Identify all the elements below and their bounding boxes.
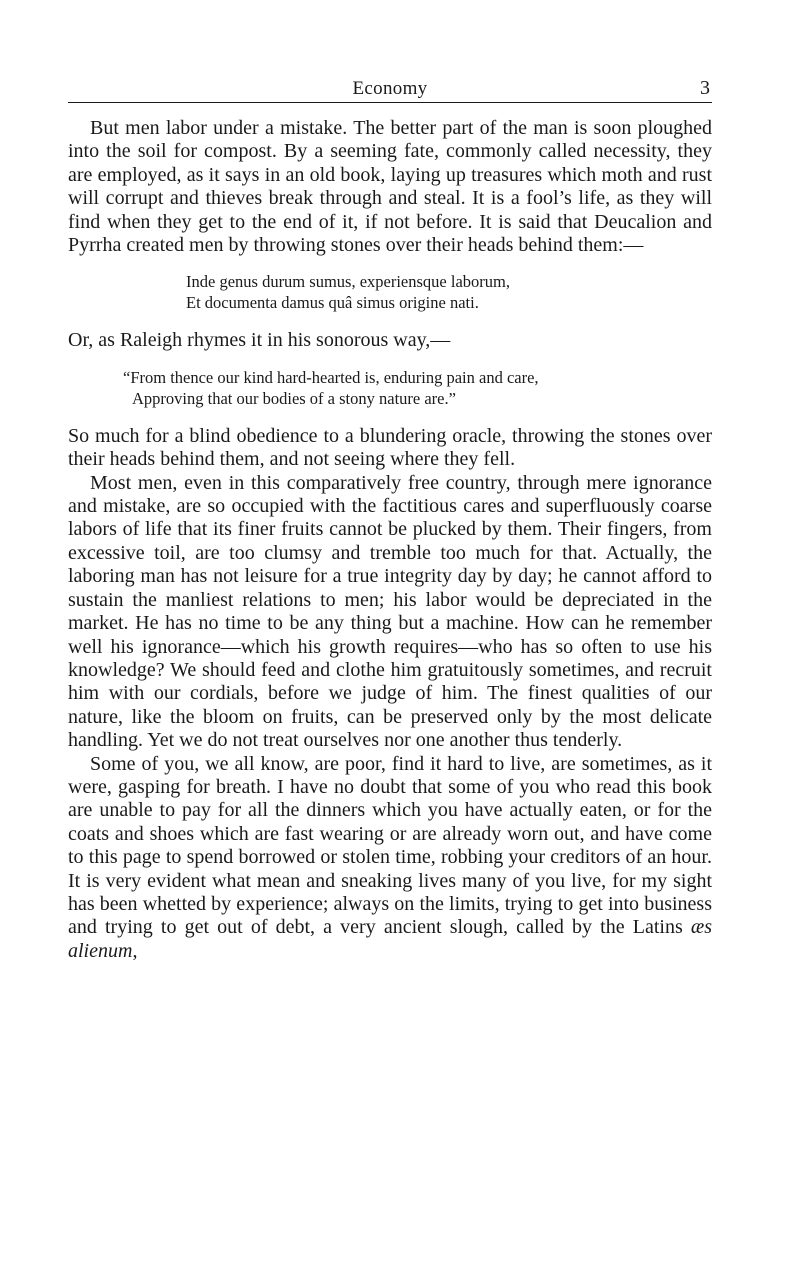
paragraph-1: But men labor under a mistake. The better part of the man is soon ploughed into the soil for compost. By a seeming fate, commonly called necessity, they are employed, as it says in an old book, laying up treasures which moth and rust will corrupt and thieves break through and steal. It is a fool’s life, as they will find when they get to the end of it, if not before. It is said that Deucalion and Pyrrha created men by throwing stones over their heads behind them:— (68, 117, 712, 257)
book-page (68, 68, 712, 963)
raleigh-verse-line-1: “From thence our kind hard-hearted is, enduring pain and care, (123, 367, 539, 387)
paragraph-5-text: Some of you, we all know, are poor, find it hard to live, are sometimes, as it were, gasping for breath. I have no doubt that some of you who read this book are unable to pay for all the dinners which you have actually eaten, or for the coats and shoes which are fast wearing or are already worn out, and have come to this page to spend borrowed or stolen time, robbing your creditors of an hour. It is very evident what mean and sneaking lives many of you live, for my sight has been whetted by experience; always on the limits, trying to get into business and trying to get out of debt, a very ancient slough, called by the Latins (68, 752, 712, 939)
latin-verse (68, 271, 712, 313)
paragraph-5 (68, 753, 712, 964)
raleigh-verse-line-2: Approving that our bodies of a stony nature are.” (132, 388, 456, 408)
paragraph-5-end: , (132, 939, 138, 962)
paragraph-4: Most men, even in this comparatively free country, through mere ignorance and mistake, are so occupied with the factitious cares and superfluously coarse labors of life that its finer fruits cannot be plucked by them. Their fingers, from excessive toil, are too clumsy and tremble too much for that. Actually, the laboring man has not leisure for a true integrity day by day; he cannot afford to sustain the manliest relations to men; his labor would be depreciated in the market. He has no time to be any thing but a machine. How can he remember well his ignorance—which his growth requires—who has so often to use his knowledge? We should feed and clothe him gratuitously sometimes, and recruit him with our cordials, before we judge of him. The finest qualities of our nature, like the bloom on fruits, can be preserved only by the most delicate handling. Yet we do not treat ourselves nor one another thus tenderly. (68, 471, 712, 752)
raleigh-verse (68, 367, 712, 409)
paragraph-2: Or, as Raleigh rhymes it in his sonorous way,— (68, 329, 451, 352)
latin-verse-line-1: Inde genus durum sumus, experiensque laborum, (186, 272, 510, 292)
running-head (68, 68, 712, 103)
page-number: 3 (700, 77, 710, 99)
latin-verse-line-2: Et documenta damus quâ simus origine nati. (186, 293, 479, 313)
body-text (68, 117, 712, 963)
latin-phrase: æs alienum (68, 916, 712, 962)
running-title: Economy (352, 78, 428, 99)
paragraph-3: So much for a blind obedience to a blundering oracle, throwing the stones over their heads behind them, and not seeing where they fell. (68, 424, 712, 471)
